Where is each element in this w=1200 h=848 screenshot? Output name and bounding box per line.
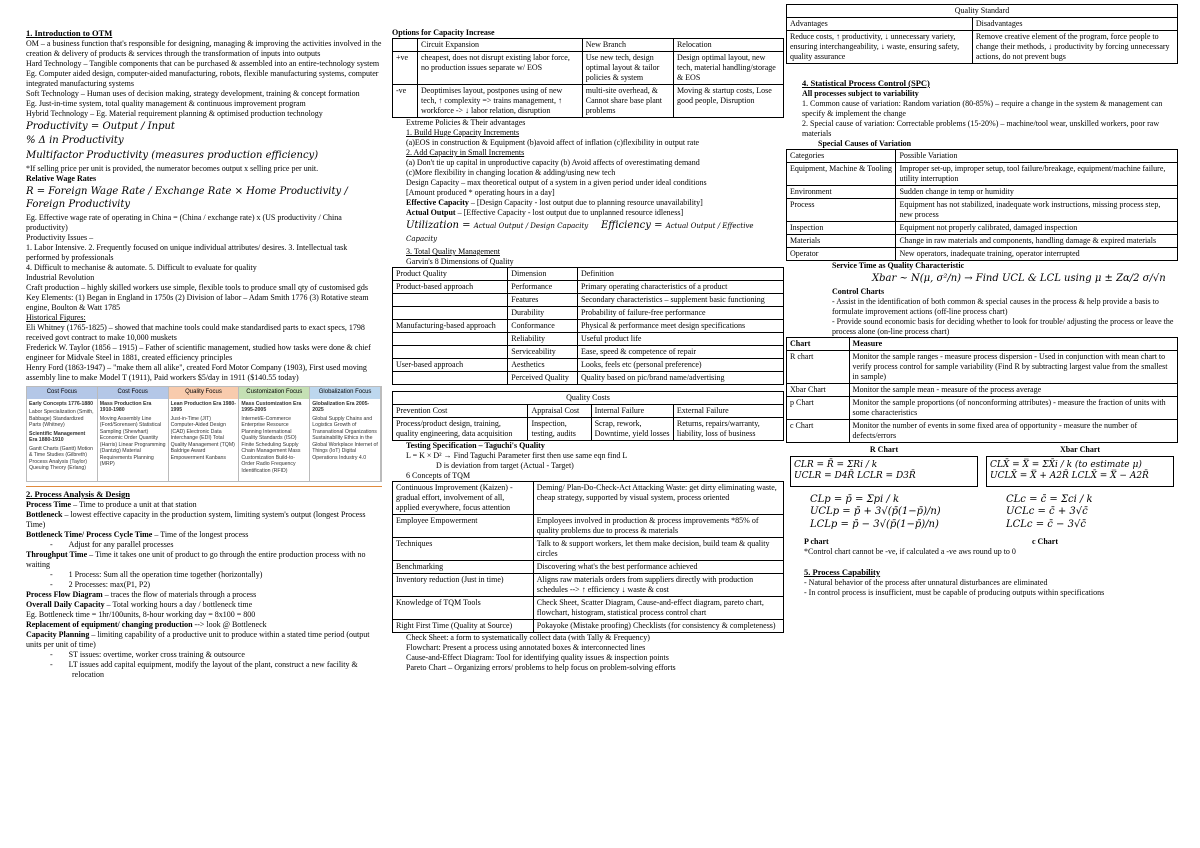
- quality-standard-table: Quality Standard Advantages Disadvantages Reduce costs, ↑ productivity, ↓ unnecessary variety, ensuring interchangeability, ↓ waste, ensuring safety, quality assurance Remove creative element of the program, force people to change their methods, ↓ productivity by forcing unnecessary actions, do not prevent bugs: [786, 4, 1178, 64]
- table-row: Techniques Talk to & support workers, let them make decision, build team & quality circles: [393, 538, 784, 561]
- bullet-list: - ST issues: overtime, worker cross training & outsource - LT issues add capital equipment, modify the layout of the plant, construct a new facility & relocation: [26, 650, 382, 680]
- tqm-concepts-table: [392, 481, 784, 633]
- control-chart-table: Chart Measure R chart Monitor the sample ranges - measure process dispersion - Used in conjunction with mean chart to verify process control for sample variability (Find R by subtracting largest value from the smallest in sample) Xbar Chart Monitor the sample mean - measure of the process average p Chart Monitor the sample proportions (of nonconforming attributes) - measure the fraction of units with some characteristics c Chart Monitor the number of events in some fixed area of opportunity - measure the number of defects/errors: [786, 337, 1178, 443]
- table-row: Manufacturing-based approach Conformance Physical & performance meet design specifications: [393, 320, 784, 333]
- definition-line: Capacity Planning – limiting capability of a productive unit to produce within a stated time period (output units per unit of time): [26, 629, 370, 649]
- text-line: Soft Technology – Human uses of decision making, strategy development, training & concept formation: [26, 88, 360, 98]
- table-row: +ve cheapest, does not disrupt existing labor force, no production issues separate w/ EOS Use new tech, design optimal layout & tailor policies & system Design optimal layout, new tech, material handling/storage & EOS: [393, 52, 784, 85]
- table-row: Process/product design, training, quality engineering, data acquisition Inspection, testing, audits Scrap, rework, Downtime, yield losses Returns, repairs/warranty, liability, loss of business: [393, 418, 784, 441]
- table-row: Knowledge of TQM Tools Check Sheet, Scatter Diagram, Cause-and-effect diagram, pareto chart, flowchart, histogram, statistical process control chart: [393, 597, 784, 620]
- table-row: Features Secondary characteristics – supplement basic functioning: [393, 294, 784, 307]
- text-line: Henry Ford (1863-1947) – "make them all alike", created Ford Motor Company (1903), First used moving assembly line to make Model T (1911), Paid workers $5/day in 1911 ($140.55 today): [26, 363, 367, 383]
- divider: [26, 486, 382, 487]
- table-row: Materials Change in raw materials and components, handling damage & expired materials: [787, 234, 1178, 247]
- formula-delta: % Δ in Productivity: [26, 135, 124, 147]
- text-line: Frederick W. Taylor (1856 – 1915) – Father of scientific management, studied how tasks were done & chief engineer for Midvale Steel in 1881, created efficiency principles: [26, 343, 371, 363]
- text-line: Eg. Bottleneck time = 1hr/100units, 8-hour working day = 8x100 = 800: [26, 609, 256, 619]
- table-row: Environment Sudden change in temp or humidity: [787, 185, 1178, 198]
- table-row: Xbar Chart Monitor the sample mean - measure of the process average: [787, 384, 1178, 397]
- table-row: Employee Empowerment Employees involved in production & process improvements *85% of quality problems due to process & materials: [393, 515, 784, 538]
- text-line: Key Elements: (1) Began in England in 1750s (2) Division of labor – Adam Smith 1776 (3) Rotative steam engine, Boulton & Watt 1785: [26, 293, 369, 313]
- table-row: Process Equipment has not stabilized, inadequate work instructions, missing process step, new process: [787, 198, 1178, 221]
- table-row: Perceived Quality Quality based on pic/brand name/advertising: [393, 372, 784, 385]
- table-row: Reliability Useful product life: [393, 333, 784, 346]
- capacity-options-table: Circuit Expansion New Branch Relocation +ve cheapest, does not disrupt existing labor force, no production issues separate w/ EOS Use new tech, design optimal layout & tailor policies & system Design optimal layout, new tech, material handling/storage & EOS -ve Deoptimises layout, postpones using of new tech, ↑ complexity => trains management, ↑ workforce -> ↓ labor relation, disruption multi-site overhead, & Cannot share base plant problems Moving & startup costs, Lose good people, Disruption: [392, 38, 784, 118]
- chart-formulas: R Chart Xbar Chart CLR = R̄ = ΣRi / k UCLR = D4R̄ LCLR = D3R̄ CLX̄ = X̿ = ΣX̄i / k (to estimate μ) UCLX̄ = X̿ + A2R̄ LCLX̄ = X̿ − A2R̄ CLp = p̄ = Σpi / k UCLp = p̄ + 3√(p̄(1−p̄)/n) LCLp = p̄ − 3√(p̄(1−p̄)/n) CLc = c̄ = Σci / k UCLc = c̄ + 3√c̄ LCLc = c̄ − 3√c̄ P chart c Chart: [786, 445, 1178, 547]
- table-row: Operator New operators, inadequate training, operator interrupted: [787, 247, 1178, 260]
- definition-line: Throughput Time – Time it takes one unit of product to go through the entire production process with no waiting: [26, 549, 366, 569]
- table-row: Inspection Equipment not properly calibrated, damaged inspection: [787, 221, 1178, 234]
- text-line: Historical Figures:: [26, 313, 86, 323]
- era-column: Cost Focus Mass Production Era 1910-1980 Moving Assembly Line (Ford/Sorensen) Statistical Sampling (Shewhart) Economic Order Quantity (Harris) Linear Programming (Dantzig) Material Requirements Planning (MRP): [98, 387, 169, 481]
- table-row: Serviceability Ease, speed & competence of repair: [393, 346, 784, 359]
- special-causes-table: Categories Possible Variation Equipment, Machine & Tooling Improper set-up, improper setup, tool failure/breakage, equipment/machine failure, utility interruption Environment Sudden change in temp or humidity Process Equipment has not stabilized, inadequate work instructions, missing process step, new process Inspection Equipment not properly calibrated, damaged inspection Materials Change in raw materials and components, handling damage & expired materials Operator New operators, inadequate training, operator interrupted: [786, 149, 1178, 261]
- table-row: Durability Probability of failure-free performance: [393, 307, 784, 320]
- definition-line: Process Time – Time to produce a unit at that station: [26, 499, 197, 509]
- column-middle: [392, 28, 784, 842]
- c-chart-formula: CLc = c̄ = Σci / k UCLc = c̄ + 3√c̄ LCLc = c̄ − 3√c̄: [1006, 493, 1093, 530]
- text-line: Eg. Effective wage rate of operating in China = (China / exchange rate) x (US productivity / China productivity): [26, 213, 342, 233]
- text-line: 1. Labor Intensive. 2. Frequently focused on unique individual attributes/ desires. 3. Intellectual task performed by professionals: [26, 243, 348, 263]
- spc-block: 4. Statistical Process Control (SPC) All processes subject to variability 1. Common cause of variation: Random variation (80-85%) – require a change in the system & management can specify & implement the change 2. Special cause of variation: Correctable problems (15-20%) – machine/tool wear, unskilled workers, poor raw materials Special Causes of Variation: [802, 78, 1163, 148]
- bullet-list: - 1 Process: Sum all the operation time together (horizontally) - 2 Processes: max(P1, P2): [26, 570, 382, 590]
- text-line: Eg. Just-in-time system, total quality management & continuous improvement program: [26, 98, 306, 108]
- extreme-policies: Extreme Policies & Their advantages 1. Build Huge Capacity Increments (a)EOS in construction & Equipment (b)avoid affect of inflation (c)flexibility in output rate 2. Add Capacity in Small Increments (a) Don't tie up capital in unproductive capacity (b) Avoid affects of overestimating demand (c)More flexibility in changing location & adding/using new tech Design Capacity – max theoretical output of a system in a given period under ideal conditions [Amount produced * operating hours in a day] Effective Capacity – [Design Capacity - lost output due to planning resource unavailability] Actual Output – [Effective Capacity - lost output due to unplanned resource idleness] Utilization = Actual Output / Design Capacity Efficiency = Actual Output / Effective Capacity 3. Total Quality Management Garvin's 8 Dimensions of Quality: [392, 118, 784, 267]
- xbar-chart-formula: CLX̄ = X̿ = ΣX̄i / k (to estimate μ) UCLX̄ = X̿ + A2R̄ LCLX̄ = X̿ − A2R̄: [986, 456, 1174, 487]
- table-row: Reduce costs, ↑ productivity, ↓ unnecessary variety, ensuring interchangeability, ↓ waste, ensuring safety, quality assurance Remove creative element of the program, force people to change their methods, ↓ productivity by forcing unnecessary actions, do not prevent bugs: [787, 31, 1178, 64]
- table-row: Inventory reduction (Just in time) Aligns raw materials orders from suppliers directly with production schedules --> ↑ efficiency ↓ waste & cost: [393, 574, 784, 597]
- taguchi-block: Testing Specification – Taguchi's Quality L = K × D² → Find Taguchi Parameter first then use same eqn find L D is deviation from target (Actual - Target) 6 Concepts of TQM: [406, 441, 628, 480]
- tqm-tools-notes: Check Sheet: a form to systematically collect data (with Tally & Frequency) Flowchart: Present a process using annotated boxes & interconnected lines Cause-and-Effect Diagram: Tool for identifying quality issues & inspection points Pareto Chart – Organizing errors/ problems to help focus on problem-solving efforts: [406, 633, 676, 672]
- quality-dimensions-table: Product Quality Dimension Definition Product-based approach Performance Primary operating characteristics of a product Features Secondary characteristics – supplement basic functioning Durability Probability of failure-free performance Manufacturing-based approach Conformance Physical & performance meet design specifications Reliability Useful product life Serviceability Ease, speed & competence of repair User-based approach Aesthetics Looks, feels etc (personal preference) Perceived Quality Quality based on pic/brand name/advertising: [392, 267, 784, 385]
- text-line: Hard Technology – Tangible components that can be purchased & assembled into an entire-technology system: [26, 58, 380, 68]
- section-heading: 2. Process Analysis & Design: [26, 489, 130, 500]
- definition-line: Bottleneck – lowest effective capacity in the production system, limiting system's output (longest Process Time): [26, 509, 366, 529]
- formula-utilization-efficiency: Utilization = Actual Output / Design Capacity Efficiency = Actual Output / Effective Capacity: [406, 220, 754, 243]
- section-heading: 1. Introduction to OTM: [26, 28, 113, 38]
- p-chart-formula: CLp = p̄ = Σpi / k UCLp = p̄ + 3√(p̄(1−p̄)/n) LCLp = p̄ − 3√(p̄(1−p̄)/n): [810, 493, 941, 530]
- subheading: Relative Wage Rates: [26, 174, 97, 184]
- era-column: Customization Focus Mass Customization Era 1995-2005 Internet/E-Commerce Enterprise Resource Planning International Quality Standards (ISO) Finite Scheduling Supply Chain Management Mass Customization Build-to-Order Radio Frequency Identification (RFID): [239, 387, 310, 481]
- table-row: -ve Deoptimises layout, postpones using of new tech, ↑ complexity => trains management, ↑ workforce -> ↓ labor relation, disruption multi-site overhead, & Cannot share base plant problems Moving & startup costs, Lose good people, Disruption: [393, 85, 784, 118]
- subheading: Options for Capacity Increase: [392, 28, 495, 37]
- text-line: 4. Difficult to mechanise & automate. 5. Difficult to evaluate for quality: [26, 263, 257, 273]
- text-line: OM – a business function that's responsible for designing, managing & improving the activities involved in the creation & delivery of products & services through the transformation of inputs into outputs: [26, 38, 382, 58]
- text-line: *If selling price per unit is provided, the numerator becomes output x selling price per unit.: [26, 164, 319, 174]
- era-column: Globalization Focus Globalization Era 2005-2025 Global Supply Chains and Logistics Growth of Transnational Organizations Sustainability Ethics in the Global Workplace Internet of Things (IoT) Digital Operations Industry 4.0: [310, 387, 381, 481]
- table-row: c Chart Monitor the number of events in some fixed area of opportunity - measure the number of defects/errors: [787, 420, 1178, 443]
- table-row: Product-based approach Performance Primary operating characteristics of a product: [393, 281, 784, 294]
- formula-rwr: R = Foreign Wage Rate / Exchange Rate × Home Productivity / Foreign Productivity: [26, 186, 348, 210]
- quality-costs-table: Quality Costs Prevention Cost Appraisal Cost Internal Failure External Failure Process/product design, training, quality engineering, data acquisition Inspection, testing, audits Scrap, rework, Downtime, yield losses Returns, repairs/warranty, liability, loss of business: [392, 391, 784, 441]
- text-line: Craft production – highly skilled workers use simple, flexible tools to produce small qty of customised gds: [26, 283, 368, 293]
- era-timeline-figure: [26, 386, 382, 482]
- table-row: Benchmarking Discovering what's the best performance achieved: [393, 561, 784, 574]
- bullet-list: - Adjust for any parallel processes: [26, 540, 382, 550]
- r-chart-formula: CLR = R̄ = ΣRi / k UCLR = D4R̄ LCLR = D3R̄: [790, 456, 978, 487]
- text-line: Hybrid Technology – Eg. Material requirement planning & optimised production technology: [26, 108, 323, 118]
- formula-multifactor: Multifactor Productivity (measures production efficiency): [26, 149, 319, 161]
- table-row: p Chart Monitor the sample proportions (of nonconforming attributes) - measure the fraction of units with some characteristics: [787, 397, 1178, 420]
- column-left: [26, 28, 382, 842]
- column-right: [786, 4, 1178, 842]
- text-line: Industrial Revolution: [26, 273, 95, 283]
- text-line: Productivity Issues –: [26, 233, 94, 243]
- text-line: Eg. Computer aided design, computer-aided manufacturing, robots, flexible manufacturing systems, computer integrated manufacturing systems: [26, 68, 379, 88]
- definition-line: Overall Daily Capacity – Total working hours a day / bottleneck time: [26, 599, 253, 609]
- definition-line: Process Flow Diagram – traces the flow of materials through a process: [26, 589, 257, 599]
- definition-line: Bottleneck Time/ Process Cycle Time – Time of the longest process: [26, 529, 249, 539]
- table-row: User-based approach Aesthetics Looks, feels etc (personal preference): [393, 359, 784, 372]
- table-row: Continuous Improvement (Kaizen) - gradual effort, involvement of all, applied everywhere, focus attention Deming/ Plan-Do-Check-Act Attacking Waste: get dirty eliminating waste, cheap strategy, supported by visual system, process oriented: [393, 482, 784, 515]
- era-column: Cost Focus Early Concepts 1776-1880 Labor Specialization (Smith, Babbage) Standardized Parts (Whitney) Scientific Management Era 1880-1910 Gantt Charts (Gantt) Motion & Time Studies (Gilbreth) Process Analysis (Taylor) Queuing Theory (Erlang): [27, 387, 98, 481]
- table-row: Equipment, Machine & Tooling Improper set-up, improper setup, tool failure/breakage, equipment/machine failure, utility interruption: [787, 162, 1178, 185]
- era-column: Quality Focus Lean Production Era 1980-1995 Just-in-Time (JIT) Computer-Aided Design (CAD) Electronic Data Interchange (EDI) Total Quality Management (TQM) Baldrige Award Empowerment Kanbans: [169, 387, 240, 481]
- table-row: R chart Monitor the sample ranges - measure process dispersion - Used in conjunction with mean chart to verify process control for sample variability (Find R by subtracting largest value from the smallest in sample): [787, 351, 1178, 384]
- service-time-block: Service Time as Quality Characteristic Xbar ~ N(μ, σ²/n) → Find UCL & LCL using μ ± Zα/2 σ/√n Control Charts - Assist in the identification of both common & special causes in the process & help provide a basis to formulate improvement actions (off-line process chart) - Provide sound economic basis for deciding whether to look for trouble/ adjusting the process or leave the process alone (on-line process chart): [832, 260, 1174, 337]
- process-capability-block: *Control chart cannot be -ve, if calculated a -ve aws round up to 0 5. Process Capability - Natural behavior of the process after unnatural disturbances are eliminated - In control process is insufficient, must be capable of producing outputs within specifications: [804, 547, 1105, 597]
- table-row: Right First Time (Quality at Source) Pokayoke (Mistake proofing) Checklists (for consistency & completeness): [393, 620, 784, 633]
- text-line: Eli Whitney (1765-1825) – showed that machine tools could make standardised parts to exact specs, 1798 received govt contract to make 10,000 muskets: [26, 323, 365, 343]
- formula-productivity: Productivity = Output / Input: [26, 120, 175, 132]
- definition-line: Replacement of equipment/ changing production --> look @ Bottleneck: [26, 619, 267, 629]
